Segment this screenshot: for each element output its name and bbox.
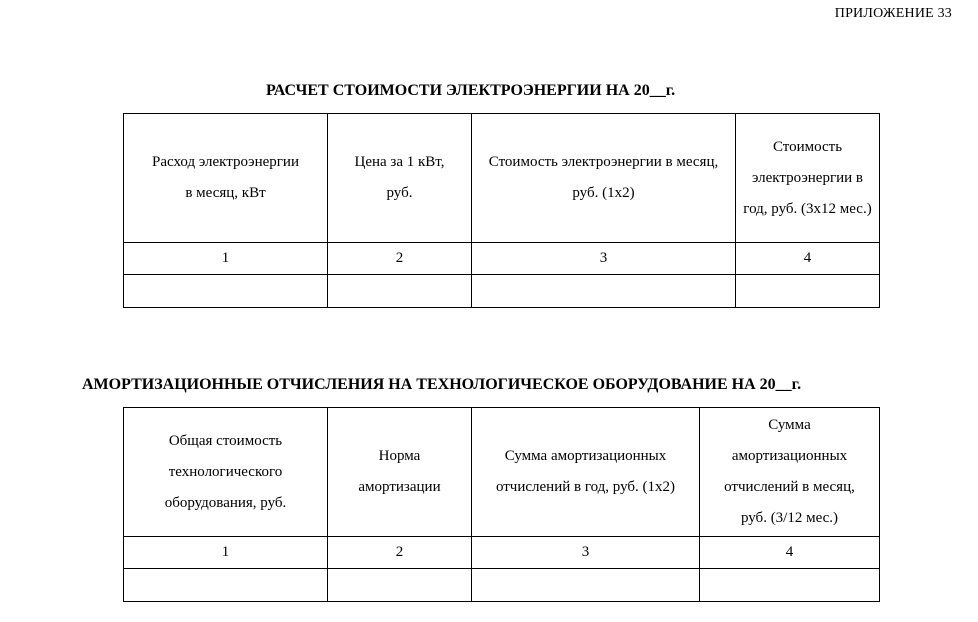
value-cell[interactable]	[472, 275, 736, 308]
header-cell: Стоимость электроэнергии в год, руб. (3х12 мес.)	[736, 114, 880, 243]
column-number: 2	[328, 243, 472, 275]
column-number-row	[124, 537, 880, 569]
value-cell[interactable]	[124, 275, 328, 308]
column-number: 4	[736, 243, 880, 275]
header-cell: Общая стоимость технологического оборудования, руб.	[124, 408, 328, 537]
header-cell: Расход электроэнергии в месяц, кВт	[124, 114, 328, 243]
value-cell[interactable]	[736, 275, 880, 308]
column-number: 1	[124, 243, 328, 275]
value-cell[interactable]	[124, 569, 328, 602]
header-cell: Стоимость электроэнергии в месяц, руб. (1х2)	[472, 114, 736, 243]
table-header-row	[124, 408, 880, 537]
table-row	[124, 275, 880, 308]
depreciation-table	[123, 407, 880, 602]
header-cell: Сумма амортизационных отчислений в год, руб. (1х2)	[472, 408, 700, 537]
appendix-label: ПРИЛОЖЕНИЕ 33	[834, 6, 952, 21]
column-number: 3	[472, 243, 736, 275]
table2-title: АМОРТИЗАЦИОННЫЕ ОТЧИСЛЕНИЯ НА ТЕХНОЛОГИЧЕСКОЕ ОБОРУДОВАНИЕ НА 20__г.	[82, 376, 802, 393]
value-cell[interactable]	[328, 569, 472, 602]
column-number-row	[124, 243, 880, 275]
table-header-row	[124, 114, 880, 243]
value-cell[interactable]	[700, 569, 880, 602]
electricity-cost-table	[123, 113, 880, 308]
table1-title: РАСЧЕТ СТОИМОСТИ ЭЛЕКТРОЭНЕРГИИ НА 20__г.	[266, 82, 676, 99]
column-number: 2	[328, 537, 472, 569]
value-cell[interactable]	[472, 569, 700, 602]
value-cell[interactable]	[328, 275, 472, 308]
column-number: 4	[700, 537, 880, 569]
header-cell: Сумма амортизационных отчислений в месяц, руб. (3/12 мес.)	[700, 408, 880, 537]
column-number: 3	[472, 537, 700, 569]
header-cell: Цена за 1 кВт, руб.	[328, 114, 472, 243]
column-number: 1	[124, 537, 328, 569]
header-cell: Норма амортизации	[328, 408, 472, 537]
table-row	[124, 569, 880, 602]
